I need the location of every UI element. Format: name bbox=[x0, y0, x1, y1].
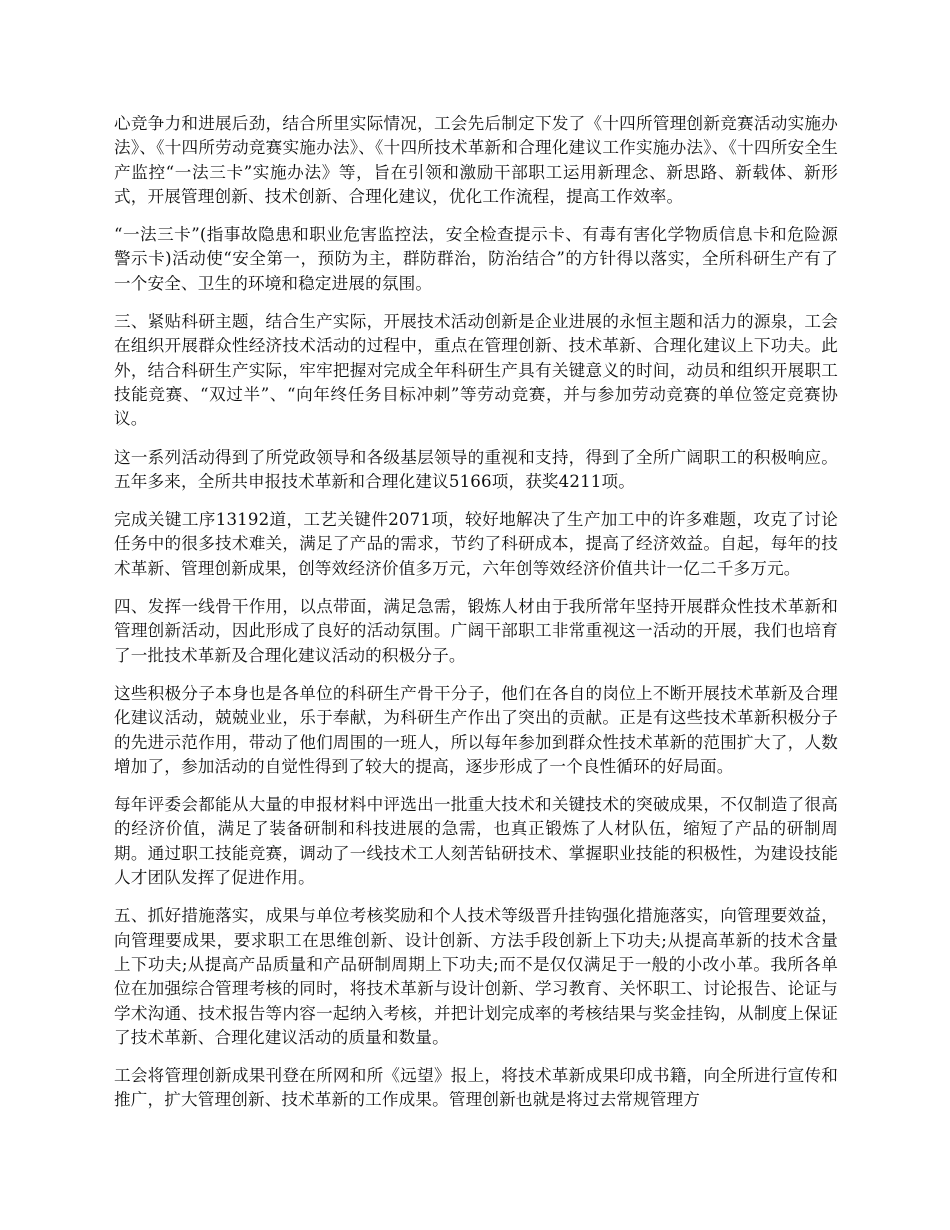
paragraph: 这一系列活动得到了所党政领导和各级基层领导的重视和支持，得到了全所广阔职工的积极响应。五年多来，全所共申报技术革新和合理化建议5166项，获奖4211项。 bbox=[114, 447, 838, 491]
paragraph: 完成关键工序13192道，工艺关键件2071项，较好地解决了生产加工中的许多难题，攻克了讨论任务中的很多技术难关，满足了产品的需求，节约了科研成本，提高了经济效益。自起，每年的技术革新、管理创新成果，创等效经济价值多万元，六年创等效经济价值共计一亿二千多万元。 bbox=[114, 510, 838, 578]
paragraph: 五、抓好措施落实，成果与单位考核奖励和个人技术等级晋升挂钩强化措施落实，向管理要效益，向管理要成果，要求职工在思维创新、设计创新、方法手段创新上下功夫;从提高革新的技术含量上下功夫;从提高产品质量和产品研制周期上下功夫;而不是仅仅满足于一般的小改小革。我所各单位在加强综合管理考核的同时，将技术革新与设计创新、学习教育、关怀职工、讨论报告、论证与学术沟通、技术报告等内容一起纳入考核，并把计划完成率的考核结果与奖金挂钩，从制度上保证了技术革新、合理化建议活动的质量和数量。 bbox=[114, 906, 838, 1047]
paragraph: “一法三卡”(指事故隐患和职业危害监控法，安全检查提示卡、有毒有害化学物质信息卡和危险源警示卡)活动使“安全第一，预防为主，群防群治，防治结合”的方针得以落实，全所科研生产有了一个安全、卫生的环境和稳定进展的氛围。 bbox=[114, 225, 838, 293]
document-body bbox=[114, 112, 838, 1127]
paragraph: 三、紧贴科研主题，结合生产实际，开展技术活动创新是企业进展的永恒主题和活力的源泉，工会在组织开展群众性经济技术活动的过程中，重点在管理创新、技术革新、合理化建议上下功夫。此外，结合科研生产实际，牢牢把握对完成全年科研生产具有关键意义的时间，动员和组织开展职工技能竞赛、“双过半”、“向年终任务目标冲刺”等劳动竞赛，并与参加劳动竞赛的单位签定竞赛协议。 bbox=[114, 312, 838, 429]
paragraph: 四、发挥一线骨干作用，以点带面，满足急需，锻炼人材由于我所常年坚持开展群众性技术革新和管理创新活动，因此形成了良好的活动氛围。广阔干部职工非常重视这一活动的开展，我们也培育了一批技术革新及合理化建议活动的积极分子。 bbox=[114, 597, 838, 665]
paragraph: 心竞争力和进展后劲，结合所里实际情况，工会先后制定下发了《十四所管理创新竞赛活动实施办法》、《十四所劳动竞赛实施办法》、《十四所技术革新和合理化建议工作实施办法》、《十四所安全生产监控“一法三卡”实施办法》等，旨在引领和激励干部职工运用新理念、新思路、新载体、新形式，开展管理创新、技术创新、合理化建议，优化工作流程，提高工作效率。 bbox=[114, 114, 838, 206]
paragraph: 每年评委会都能从大量的申报材料中评选出一批重大技术和关键技术的突破成果，不仅制造了很高的经济价值，满足了装备研制和科技进展的急需，也真正锻炼了人材队伍，缩短了产品的研制周期。通过职工技能竞赛，调动了一线技术工人刻苦钻研技术、掌握职业技能的积极性，为建设技能人才团队发挥了促进作用。 bbox=[114, 795, 838, 888]
paragraph: 这些积极分子本身也是各单位的科研生产骨干分子，他们在各自的岗位上不断开展技术革新及合理化建议活动，兢兢业业，乐于奉献，为科研生产作出了突出的贡献。正是有这些技术革新积极分子的先进示范作用，带动了他们周围的一班人，所以每年参加到群众性技术革新的范围扩大了，人数增加了，参加活动的自觉性得到了较大的提高，逐步形成了一个良性循环的好局面。 bbox=[114, 683, 838, 776]
paragraph: 工会将管理创新成果刊登在所网和所《远望》报上，将技术革新成果印成书籍，向全所进行宣传和推广，扩大管理创新、技术革新的工作成果。管理创新也就是将过去常规管理方 bbox=[114, 1066, 838, 1110]
